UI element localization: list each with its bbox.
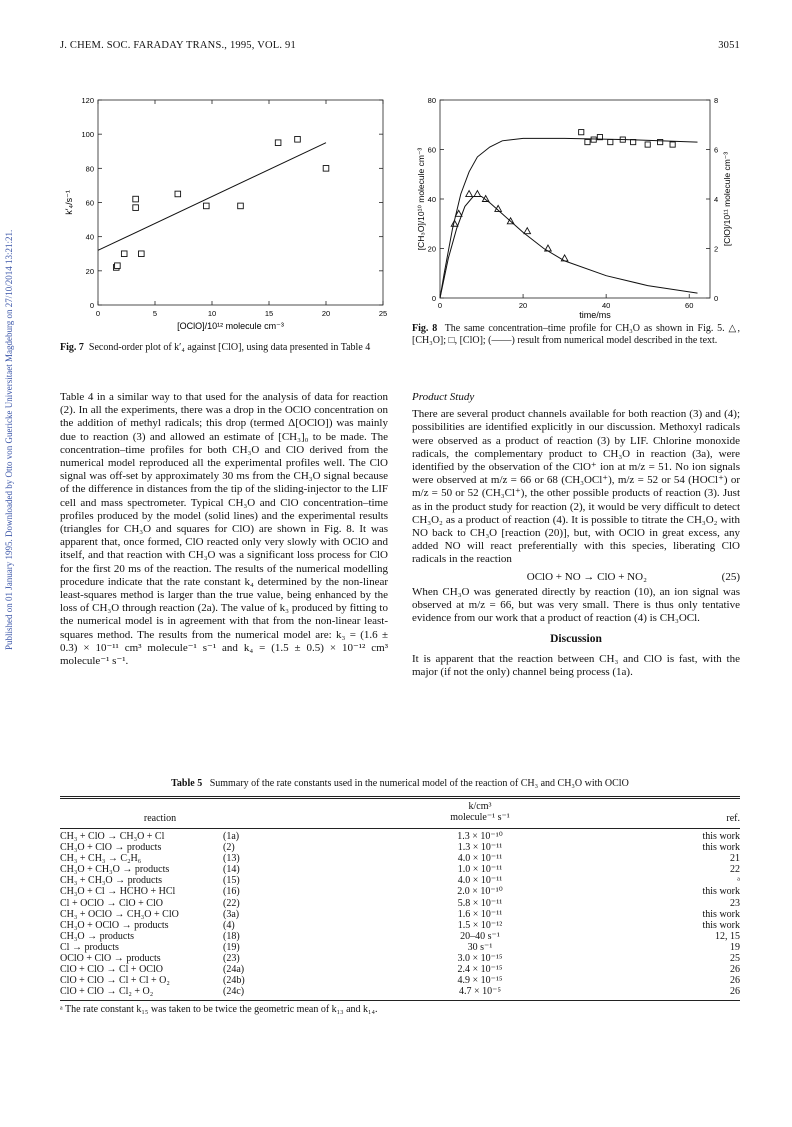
reaction-number-cell: (23): [223, 953, 240, 965]
reaction-number-cell: (15): [223, 875, 240, 887]
fig8-y-tick-label-left: 60: [427, 145, 436, 155]
reference-cell: this work: [702, 842, 740, 854]
rate-constant-cell: 4.0 × 10⁻¹¹: [457, 875, 503, 887]
fig7-data-point: [115, 263, 121, 269]
table5-footnote: ᵃ The rate constant k₁₅ was taken to be twice the geometric mean of k₁₃ and k₁₄.: [60, 1004, 378, 1015]
fig7-y-tick-label: 0: [89, 301, 94, 310]
fig8-clo-point: [670, 142, 675, 147]
fig8-y-axis-label-left: [CH₃O]/10¹⁰ molecule cm⁻³: [416, 147, 426, 251]
reference-cell: 26: [730, 986, 740, 998]
fig7-data-point: [139, 251, 145, 257]
reaction-number-cell: (22): [223, 897, 240, 909]
table5-row: [60, 964, 740, 975]
fig8-model-curve: [440, 197, 698, 299]
reaction-cell: CH₃O + OClO → products: [60, 919, 169, 931]
product-study-paragraph-2: When CH₃O was generated directly by reaction (10), an ion signal was observed at m/z = 66, but was very small. There is thus only tentative evidence from our work that a product of reaction (4) is CH₃OCl.: [412, 585, 740, 625]
reaction-number-cell: (3a): [223, 908, 240, 920]
reaction-cell: CH₃ + ClO → CH₃O + Cl: [60, 831, 165, 842]
fig8-chart: [412, 92, 742, 324]
fig8-x-tick-label: 40: [601, 301, 611, 310]
product-study-heading: Product Study: [412, 391, 475, 403]
reaction-cell: CH₃O + CH₃O → products: [60, 864, 170, 876]
reference-cell: ᵃ: [737, 875, 740, 887]
table5-ref-header: ref.: [726, 813, 740, 824]
table5-header-rule: [60, 828, 740, 829]
rate-constant-cell: 1.6 × 10⁻¹¹: [457, 908, 503, 920]
fig8-clo-point: [585, 139, 590, 144]
table5-row: [60, 842, 740, 853]
reference-cell: this work: [702, 831, 740, 842]
table5-row: [60, 986, 740, 997]
fig8-x-tick-label: 60: [685, 301, 694, 310]
reaction-cell: ClO + ClO → Cl + Cl + O₂: [60, 975, 170, 987]
reaction-number-cell: (24c): [223, 986, 245, 998]
table5-row: [60, 853, 740, 864]
rate-constant-cell: 5.8 × 10⁻¹¹: [457, 897, 503, 909]
rate-constant-cell: 4.9 × 10⁻¹⁵: [457, 975, 503, 987]
fig8-y-tick-label-left: 80: [427, 96, 436, 105]
fig7-y-tick-label: 40: [85, 232, 94, 242]
page-number: 3051: [718, 40, 740, 51]
rate-constant-cell: 2.4 × 10⁻¹⁵: [457, 964, 503, 976]
reaction-number-cell: (18): [223, 930, 240, 942]
fig8-y-tick-label-right: 2: [714, 244, 719, 254]
body-left-column: [60, 391, 388, 668]
fig8-caption-text: The same concentration–time profile for CH₃O as shown in Fig. 5. △, [CH₃O]; □, [ClO]; (——) result from numerical model described in the text.: [412, 323, 741, 346]
fig8-ch3o-point: [524, 228, 531, 234]
equation-number: (25): [721, 570, 740, 583]
reaction-number-cell: (14): [223, 864, 240, 876]
discussion-paragraph: It is apparent that the reaction between CH₃ and ClO is fast, with the major (if not the only) channel being process (1a).: [412, 652, 740, 678]
equation-text: OClO + NO → ClO + NO₂: [526, 570, 647, 583]
fig8-ch3o-point: [474, 191, 481, 197]
table5-row: [60, 942, 740, 953]
product-study-paragraph: There are several product channels available for both reaction (3) and (4); possibilities are identified explicitly in our discussion. Methoxyl radicals were observed as a product of reaction (3) by LIF. Chlorine monoxide radicals, the complementary product to CH₃O in reaction (3a), were identified by the observation of the ClO⁺ ion at m/z = 51. No ion signals were observed at m/z = 66 or 68 (CH₃OCl⁺), m/z = 52 or 54 (HOCl⁺) or m/z = 50 or 52 (CH₃Cl⁺), the other possible products of reaction (3). Just as in the product study for reaction (2), it would be very difficult to detect CH₃O₂ as a product of reaction (4). It is possible to titrate the CH₃O₂ with NO back to CH₃O [reaction (20)], but, with OClO in great excess, any added NO will react preferentially with this species, liberating ClO radicals in the reaction: [412, 408, 740, 566]
reaction-number-cell: (2): [223, 842, 235, 854]
rate-constant-cell: 30 s⁻¹: [467, 941, 493, 953]
download-watermark: Published on 01 January 1995. Downloaded by Otto von Guericke Universitaet Magdeburg on 27/10/2014 13:21:21.: [4, 229, 14, 651]
table5-label: Table 5: [171, 778, 203, 789]
reaction-cell: CH₃ + CH₃O → products: [60, 875, 163, 887]
fig8-clo-point: [591, 137, 596, 142]
table5-body: [60, 831, 740, 997]
table5-row: [60, 831, 740, 842]
k-header-line1: k/cm³: [468, 801, 492, 812]
rate-constant-cell: 1.0 × 10⁻¹¹: [457, 864, 503, 876]
table5-row: [60, 931, 740, 942]
fig8-y-axis-label-right: [ClO]/10¹¹ molecule cm⁻³: [722, 151, 732, 247]
fig8-clo-point: [579, 130, 584, 135]
table5-k-header: [420, 801, 540, 823]
fig7-data-point: [204, 203, 210, 209]
fig8-clo-point: [608, 139, 613, 144]
fig7-y-axis-label: k′₄/s⁻¹: [64, 190, 74, 215]
fig7-x-tick-label: 10: [207, 309, 217, 318]
reference-cell: 12, 15: [715, 930, 740, 942]
fig8-x-tick-label: 20: [518, 301, 528, 310]
table5-row: [60, 953, 740, 964]
body-left-paragraph: Table 4 in a similar way to that used for the analysis of data for reaction (2). In all the experiments, there was a drop in the OClO concentration on the addition of methyl radicals; this drop (termed Δ[OClO]) was mainly due to reaction (3) and allowed an estimate of [CH₃]₀ to be made. The concentration–time profiles for both CH₃O and ClO derived from the numerical model reproduced all the experimental profiles well. The ClO signal was off-set by approximately 30 ms from the CH₃O signal because of the difference in distances from the tip of the sliding-injector to the LIF cell and mass spectrometer. Typical CH₃O and ClO concentration–time profiles produced by the model (solid lines) and the experimental results (triangles for CH₃O and squares for ClO) are shown in Fig. 8. It was apparent that, once formed, ClO reacted only very slowly with OClO and itself, and that reaction with CH₃O was a significant loss process for ClO for the first 20 ms of the reaction. The results of the numerical modelling procedure indicate that the rate constant k₄ determined by the non-linear least-squares method is larger than the true value, being enhanced by the loss of CH₃O through reaction (2a). The value of k₃ produced by fitting to the numerical model is in agreement with that from the non-linear least-squares method. The results from the numerical model are: k₃ = (1.6 ± 0.3) × 10⁻¹¹ cm³ molecule⁻¹ s⁻¹ and k₄ = (1.5 ± 0.5) × 10⁻¹² cm³ molecule⁻¹ s⁻¹.: [60, 391, 388, 668]
k-header-line2: molecule⁻¹ s⁻¹: [450, 812, 510, 823]
fig8-y-tick-label-left: 0: [431, 294, 436, 303]
rate-constant-cell: 3.0 × 10⁻¹⁵: [457, 953, 503, 965]
reference-cell: 26: [730, 975, 740, 987]
fig7-x-tick-label: 20: [321, 309, 331, 318]
fig7-y-tick-label: 100: [81, 130, 94, 140]
body-right-column: [412, 391, 740, 679]
rate-constant-cell: 4.7 × 10⁻⁵: [459, 986, 501, 998]
fig8-model-curve: [440, 138, 698, 298]
rate-constant-cell: 1.3 × 10⁻¹¹: [457, 842, 503, 854]
reaction-number-cell: (19): [223, 941, 240, 953]
table5-title-text: Summary of the rate constants used in the numerical model of the reaction of CH₃ and CH₃O with OClO: [209, 778, 629, 789]
rate-constant-cell: 1.5 × 10⁻¹²: [457, 919, 503, 931]
reaction-cell: CH₃O + ClO → products: [60, 842, 162, 854]
fig7-y-tick-label: 120: [81, 96, 94, 105]
reference-cell: 22: [730, 864, 740, 876]
table5-row: [60, 909, 740, 920]
fig7-plot-frame: [98, 100, 383, 305]
reaction-cell: CH₃ + OClO → CH₃O + ClO: [60, 908, 179, 920]
fig8-x-tick-label: 0: [437, 301, 443, 310]
fig8-y-tick-label-right: 6: [714, 145, 719, 155]
table5-row: [60, 864, 740, 875]
table5-top-rule: [60, 796, 740, 797]
reaction-cell: Cl → products: [60, 941, 119, 953]
reaction-cell: CH₃O + Cl → HCHO + HCl: [60, 886, 176, 898]
reference-cell: this work: [702, 908, 740, 920]
fig8-ch3o-point: [466, 191, 473, 197]
reference-cell: 26: [730, 964, 740, 976]
table5-bottom-rule: [60, 1000, 740, 1001]
fig7-chart: [62, 92, 392, 337]
reaction-number-cell: (24b): [223, 975, 245, 987]
fig7-caption-label: Fig. 7: [60, 342, 84, 353]
fig7-y-tick-label: 20: [85, 266, 94, 276]
fig8-plot-frame: [440, 100, 710, 298]
reaction-cell: ClO + ClO → Cl₂ + O₂: [60, 986, 154, 998]
fig8-clo-point: [645, 142, 650, 147]
reference-cell: 21: [730, 853, 740, 865]
fig7-data-point: [323, 166, 329, 172]
fig7-x-axis-label: [OClO]/10¹² molecule cm⁻³: [177, 321, 284, 331]
fig8-y-tick-label-right: 8: [714, 96, 719, 105]
fig8-y-tick-label-right: 4: [714, 195, 719, 204]
reaction-cell: CH₃ + CH₃ → C₂H₆: [60, 853, 142, 865]
reference-cell: 19: [730, 941, 740, 953]
fig8-y-tick-label-left: 40: [427, 195, 436, 204]
rate-constant-cell: 20–40 s⁻¹: [460, 930, 500, 942]
table5-row: [60, 975, 740, 986]
reaction-cell: ClO + ClO → Cl + OClO: [60, 964, 163, 976]
fig7-data-point: [133, 196, 139, 202]
fig7-y-tick-label: 80: [85, 164, 94, 174]
fig7-data-point: [295, 136, 301, 142]
fig7-data-point: [175, 191, 181, 197]
table5-row: [60, 920, 740, 931]
fig7-data-point: [133, 205, 139, 211]
table5-top-rule-2: [60, 798, 740, 799]
reaction-number-cell: (1a): [223, 831, 240, 842]
rate-constant-cell: 4.0 × 10⁻¹¹: [457, 853, 503, 865]
reference-cell: 25: [730, 953, 740, 965]
reaction-number-cell: (24a): [223, 964, 245, 976]
equation-25: [412, 571, 740, 584]
fig7-x-tick-label: 0: [95, 309, 101, 318]
reaction-cell: CH₃O → products: [60, 930, 135, 942]
fig7-x-tick-label: 5: [152, 309, 158, 318]
reaction-number-cell: (16): [223, 886, 240, 898]
table5-row: [60, 886, 740, 897]
reaction-cell: Cl + OClO → ClO + ClO: [60, 897, 163, 909]
fig7-fit-line: [98, 143, 326, 251]
fig8-caption: [412, 323, 740, 347]
table5-reaction-header: reaction: [143, 813, 177, 824]
table5-row: [60, 898, 740, 909]
rate-constant-cell: 2.0 × 10⁻¹⁰: [457, 886, 503, 898]
table5-row: [60, 875, 740, 886]
rate-constant-cell: 1.3 × 10⁻¹⁰: [457, 831, 503, 842]
fig7-x-tick-label: 25: [378, 309, 388, 318]
journal-header: J. CHEM. SOC. FARADAY TRANS., 1995, VOL. 91: [60, 40, 296, 51]
fig8-y-tick-label-left: 20: [427, 244, 436, 254]
fig8-y-tick-label-right: 0: [714, 294, 719, 303]
reference-cell: this work: [702, 919, 740, 931]
fig7-caption-text: Second-order plot of k′₄ against [ClO], using data presented in Table 4: [88, 342, 371, 353]
fig8-caption-label: Fig. 8: [412, 323, 438, 334]
fig7-data-point: [121, 251, 127, 257]
discussion-heading: Discussion: [550, 633, 602, 646]
table5-title: [60, 778, 740, 789]
fig8-x-axis-label: time/ms: [579, 310, 611, 320]
reference-cell: this work: [702, 886, 740, 898]
reaction-cell: OClO + ClO → products: [60, 953, 161, 965]
fig7-x-tick-label: 15: [264, 309, 274, 318]
fig7-data-point: [275, 140, 281, 146]
fig7-data-point: [238, 203, 244, 209]
fig7-caption: [60, 342, 390, 354]
reference-cell: 23: [730, 897, 740, 909]
fig7-y-tick-label: 60: [85, 198, 94, 208]
reaction-number-cell: (4): [223, 919, 235, 931]
reaction-number-cell: (13): [223, 853, 240, 865]
